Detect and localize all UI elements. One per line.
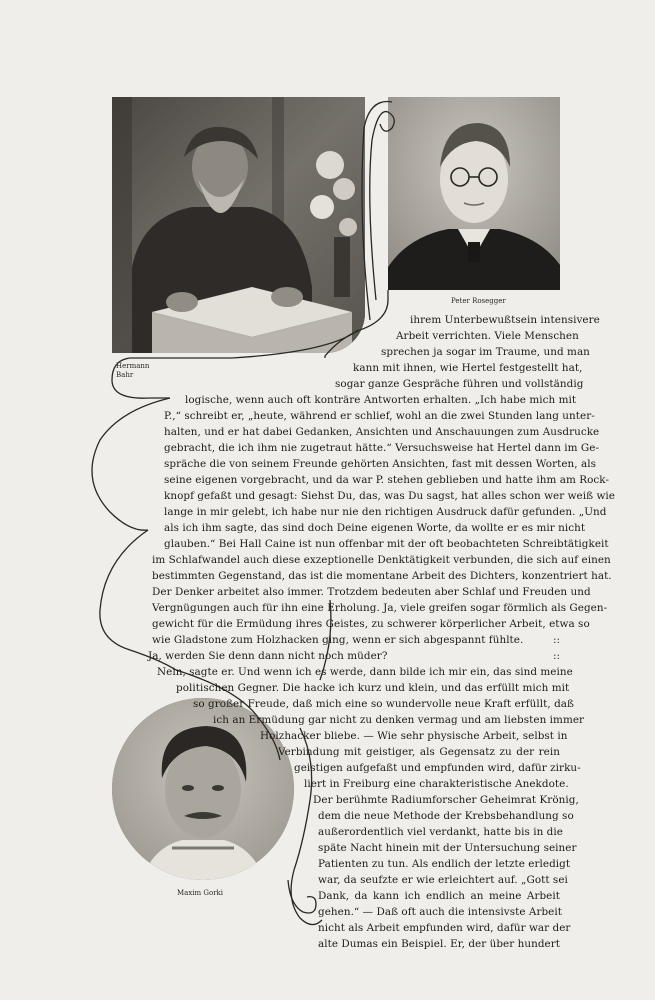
text-line: lange in mir gelebt, ich habe nur nie den richtigen Ausdruck dafür gefunden. „Und xyxy=(164,506,607,518)
text-line: logische, wenn auch oft konträre Antworten erhalten. „Ich habe mich mit xyxy=(185,394,577,406)
caption-peter-rosegger: Peter Rosegger xyxy=(451,297,506,305)
caption-bahr-line-2: Bahr xyxy=(116,371,134,379)
text-line: nicht als Arbeit empfunden wird, dafür war der xyxy=(318,922,571,934)
text-line: Dank, da kann ich endlich an meine Arbeit xyxy=(318,890,560,902)
text-line: wie Gladstone zum Holzhacken ging, wenn er sich abgespannt fühlte. xyxy=(152,634,524,646)
caption-hermann-bahr xyxy=(116,362,149,380)
text-line: außerordentlich viel verdankt, hatte bis in die xyxy=(318,826,563,838)
text-line: als ich ihm sagte, das sind doch Deine eigenen Worte, da wollte er es mir nicht xyxy=(164,522,586,534)
text-line: gehen.“ — Daß oft auch die intensivste Arbeit xyxy=(318,906,562,918)
text-line: gewicht für die Ermüdung ihres Geistes, zu schwerer körperlicher Arbeit, etwa so xyxy=(152,618,590,630)
text-line: dem die neue Methode der Krebsbehandlung so xyxy=(318,810,574,822)
text-line: ihrem Unterbewußtsein intensivere xyxy=(410,314,600,326)
text-line: P.,“ schreibt er, „heute, während er schlief, wohl an die zwei Stunden lang unter- xyxy=(164,410,595,422)
text-line: glauben.“ Bei Hall Caine ist nun offenbar mit der oft beobachteten Schreibtätigkeit xyxy=(164,538,609,550)
text-line: gebracht, die ich ihm nie zugetraut hätte.“ Versuchsweise hat Hertel dann im Ge- xyxy=(164,442,600,454)
text-line: politischen Gegner. Die hacke ich kurz und klein, und das erfüllt mich mit xyxy=(176,682,570,694)
text-line: Vergnügungen auch für ihn eine Erholung. Ja, viele greifen sogar förmlich als Gegen- xyxy=(152,602,608,614)
text-line: kann mit ihnen, wie Hertel festgestellt hat, xyxy=(353,362,583,374)
text-line: halten, und er hat dabei Gedanken, Ansichten und Anschauungen zum Ausdrucke xyxy=(164,426,600,438)
text-line: Arbeit verrichten. Viele Menschen xyxy=(396,330,579,342)
text-line: liert in Freiburg eine charakteristische Anekdote. xyxy=(304,778,569,790)
text-line: späte Nacht hinein mit der Untersuchung seiner xyxy=(318,842,577,854)
text-line: Ja, werden Sie denn dann nicht noch müder? xyxy=(148,650,388,662)
text-line: im Schlafwandel auch diese exzeptionelle Denktätigkeit verbunden, die sich auf einen xyxy=(152,554,611,566)
text-line: Holzhacker bliebe. — Wie sehr physische Arbeit, selbst in xyxy=(260,730,568,742)
text-line: Der berühmte Radiumforscher Geheimrat Krönig, xyxy=(313,794,579,806)
text-line: geistigen aufgefaßt und empfunden wird, dafür zirku- xyxy=(294,762,581,774)
text-line: Nein, sagte er. Und wenn ich es werde, dann bilde ich mir ein, das sind meine xyxy=(157,666,573,678)
section-mark: :: xyxy=(553,634,561,646)
text-line: Verbindung mit geistiger, als Gegensatz zu der rein xyxy=(278,746,560,758)
text-line: so großer Freude, daß mich eine so wundervolle neue Kraft erfüllt, daß xyxy=(193,698,575,710)
text-line: spräche die von seinem Freunde gehörten Ansichten, fast mit dessen Worten, als xyxy=(164,458,596,470)
text-line: ich an Ermüdung gar nicht zu denken vermag und am liebsten immer xyxy=(213,714,585,726)
photo-hermann-bahr xyxy=(112,97,365,353)
section-mark: :: xyxy=(553,650,561,662)
caption-bahr-line-1: Hermann xyxy=(116,362,150,370)
text-line: alte Dumas ein Beispiel. Er, der über hundert xyxy=(318,938,560,950)
text-line: Patienten zu tun. Als endlich der letzte erledigt xyxy=(318,858,571,870)
photo-peter-rosegger xyxy=(388,97,560,290)
text-line: seine eigenen vorgebracht, und da war P. stehen geblieben und hatte ihm am Rock- xyxy=(164,474,610,486)
text-line: sogar ganze Gespräche führen und vollständig xyxy=(335,378,584,390)
text-line: knopf gefaßt und gesagt: Siehst Du, das, was Du sagst, hat alles schon wer weiß wie xyxy=(164,490,615,502)
text-line: bestimmten Gegenstand, das ist die momentane Arbeit des Dichters, konzentriert hat. xyxy=(152,570,612,582)
text-line: Der Denker arbeitet also immer. Trotzdem bedeuten aber Schlaf und Freuden und xyxy=(152,586,591,598)
caption-maxim-gorki: Maxim Gorki xyxy=(177,889,224,897)
text-line: war, da seufzte er wie erleichtert auf. „Gott sei xyxy=(318,874,568,886)
text-line: sprechen ja sogar im Traume, und man xyxy=(381,346,590,358)
